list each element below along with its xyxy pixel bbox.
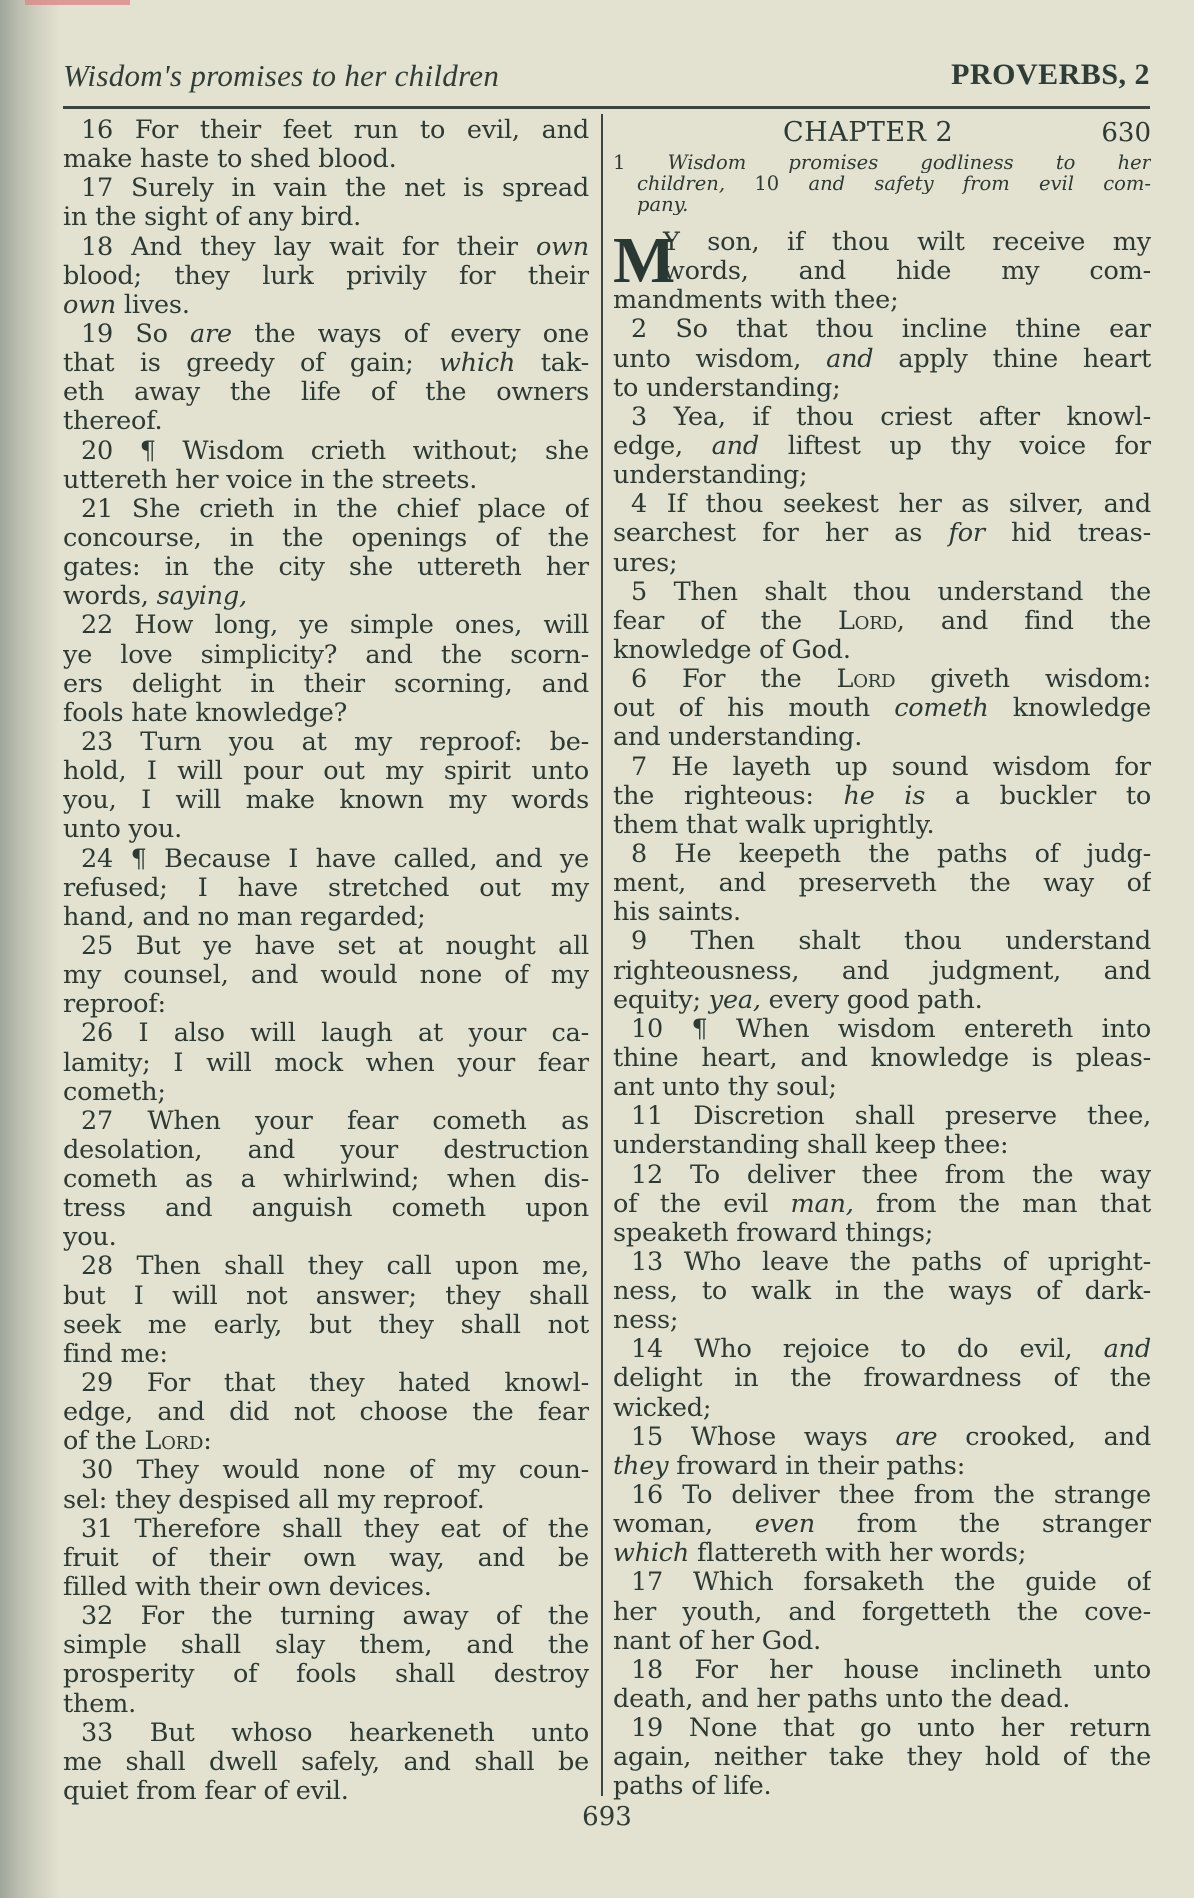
line-text: 24 ¶ Because I have called, and ye — [81, 844, 589, 874]
text-line — [63, 1777, 589, 1806]
text-line: words, and hide my com- — [663, 257, 1151, 287]
text-line — [63, 524, 589, 553]
text-line — [613, 1627, 1151, 1656]
italic-word: own — [535, 232, 589, 262]
text-line — [613, 665, 1151, 694]
text-line: Y son, if thou wilt receive my — [663, 228, 1151, 257]
column-divider — [601, 114, 603, 1796]
line-text: 21 She crieth in the chief place of — [81, 494, 589, 524]
right-column-verses — [613, 286, 1151, 1801]
italic-word: cometh — [894, 694, 989, 724]
line-text: 18 And they lay wait for their — [81, 232, 518, 262]
line-text: 16 To deliver thee from the strange — [631, 1481, 1151, 1511]
italic-word: and — [826, 344, 874, 374]
summary-line — [613, 194, 1151, 215]
text-line — [613, 432, 1151, 461]
italic-word: even — [754, 1510, 815, 1540]
line-text: simple shall slay them, and the — [63, 1631, 589, 1661]
text-line — [63, 466, 589, 495]
line-text: ant unto thy soul; — [613, 1073, 837, 1103]
text-line — [63, 174, 589, 203]
text-line — [613, 345, 1151, 374]
text-line — [63, 320, 589, 349]
text-line — [613, 927, 1151, 956]
line-text: understanding shall keep thee: — [613, 1131, 1009, 1161]
text-line — [613, 315, 1151, 344]
running-head-book-chapter: PROVERBS, 2 — [951, 58, 1150, 91]
line-text: in the sight of any bird. — [63, 203, 362, 233]
text-line — [63, 1136, 589, 1165]
line-text: hand, and no man regarded; — [63, 902, 426, 932]
line-text: 29 For that they hated knowl- — [81, 1369, 589, 1399]
text-line — [63, 1690, 589, 1719]
text-line — [63, 407, 589, 436]
line-text: every good path. — [768, 985, 983, 1015]
line-text: edge, — [613, 431, 683, 461]
text-line — [613, 1131, 1151, 1160]
summary-text: pany. — [637, 194, 689, 215]
text-line — [613, 403, 1151, 432]
text-line — [613, 869, 1151, 898]
line-text: froward in their paths: — [676, 1451, 966, 1481]
italic-word: he is — [843, 781, 926, 811]
line-text: 32 For the turning away of the — [81, 1602, 589, 1632]
text-line — [63, 786, 589, 815]
line-text: his saints. — [613, 898, 741, 928]
line-text: searchest for her as — [613, 519, 923, 549]
chapter-reference-number: 630 — [1101, 118, 1151, 148]
text-line — [63, 961, 589, 990]
line-text: and find the — [940, 606, 1151, 636]
text-line — [613, 1452, 1151, 1481]
text-line — [613, 549, 1151, 578]
line-text: gates: in the city she uttereth her — [63, 553, 589, 583]
text-line — [613, 1394, 1151, 1423]
italic-word: and — [1103, 1335, 1151, 1365]
text-line — [613, 1015, 1151, 1044]
line-text: me shall dwell safely, and shall be — [63, 1747, 589, 1777]
italic-word: and — [711, 431, 759, 461]
text-line — [613, 1598, 1151, 1627]
text-line — [63, 1748, 589, 1777]
line-text: 23 Turn you at my reproof: be- — [81, 727, 589, 757]
text-line — [613, 811, 1151, 840]
line-text: lamity; I will mock when your fear — [63, 1048, 589, 1078]
text-line — [613, 1219, 1151, 1248]
text-line — [613, 957, 1151, 986]
line-text: out of his mouth — [613, 694, 871, 724]
line-text: 8 He keepeth the paths of judg- — [631, 839, 1151, 869]
text-line — [63, 1078, 589, 1107]
text-line — [63, 1223, 589, 1252]
line-text: 9 Then shalt thou understand — [631, 927, 1151, 957]
text-line — [613, 374, 1151, 403]
text-line — [613, 898, 1151, 927]
line-text: liftest up thy voice for — [787, 431, 1151, 461]
line-text: blood; they lurk privily for their — [63, 261, 589, 291]
text-line — [63, 845, 589, 874]
text-line — [63, 874, 589, 903]
italic-word: which — [439, 349, 516, 379]
line-text: of the evil — [613, 1189, 769, 1219]
line-text: 7 He layeth up sound wisdom for — [631, 752, 1151, 782]
text-line — [613, 607, 1151, 636]
line-text: thine heart, and knowledge is pleas- — [613, 1043, 1151, 1073]
text-line — [63, 670, 589, 699]
line-text: cometh as a whirlwind; when dis- — [63, 1165, 589, 1195]
line-text: unto you. — [63, 815, 183, 845]
text-line — [63, 728, 589, 757]
line-text: quiet from fear of evil. — [63, 1777, 349, 1807]
text-line — [63, 1631, 589, 1660]
text-line — [63, 815, 589, 844]
line-text: delight in the frowardness of the — [613, 1364, 1151, 1394]
text-line — [63, 757, 589, 786]
page-number: 693 — [582, 1802, 632, 1832]
summary-verse-number: 10 — [754, 173, 780, 194]
text-line — [613, 753, 1151, 782]
text-line — [613, 519, 1151, 548]
text-line — [613, 1685, 1151, 1714]
line-text: from the stranger — [856, 1510, 1151, 1540]
line-text: again, neither take they hold of the — [613, 1743, 1151, 1773]
line-text: righteousness, and judgment, and — [613, 956, 1151, 986]
text-line — [613, 461, 1151, 490]
text-line — [613, 1423, 1151, 1452]
line-text: find me: — [63, 1339, 168, 1369]
text-line — [63, 1660, 589, 1689]
line-text: 16 For their feet run to evil, and — [81, 116, 589, 145]
text-line — [613, 1161, 1151, 1190]
page-binding-shadow — [0, 0, 60, 1898]
line-text: her youth, and forgetteth the cove- — [613, 1597, 1151, 1627]
line-text: 25 But ye have set at nought all — [81, 931, 589, 961]
summary-line — [613, 173, 1151, 194]
drop-cap: M — [613, 224, 676, 297]
text-line — [613, 578, 1151, 607]
italic-word: are — [190, 319, 232, 349]
line-text: of the — [63, 1427, 137, 1457]
line-text: understanding; — [613, 461, 808, 491]
line-text: to understanding; — [613, 373, 841, 403]
text-line — [63, 291, 589, 320]
line-text: ment, and preserveth the way of — [613, 869, 1151, 899]
right-column — [613, 116, 1151, 1802]
text-line — [63, 349, 589, 378]
text-line — [613, 1364, 1151, 1393]
line-text: mandments with thee; — [613, 286, 899, 316]
line-text: seek me early, but they shall not — [63, 1310, 589, 1340]
line-text: equity; — [613, 985, 701, 1015]
line-text: that is greedy of gain; — [63, 349, 414, 379]
italic-word: saying, — [156, 582, 247, 612]
chapter-summary — [613, 152, 1151, 215]
text-line — [63, 203, 589, 232]
line-text: prosperity of fools shall destroy — [63, 1660, 589, 1690]
line-text: unto wisdom, — [613, 344, 802, 374]
text-line — [613, 840, 1151, 869]
line-text: speaketh froward things; — [613, 1218, 934, 1248]
line-text: 19 So — [81, 319, 168, 349]
italic-word: for — [948, 519, 985, 549]
text-line — [613, 636, 1151, 665]
line-text: 13 Who leave the paths of upright- — [631, 1247, 1151, 1277]
small-caps-word: Lord — [836, 665, 896, 695]
line-text: 28 Then shall they call upon me, — [81, 1252, 589, 1282]
line-text: 27 When your fear cometh as — [81, 1106, 589, 1136]
line-text: concourse, in the openings of the — [63, 523, 589, 553]
line-text: 26 I also will laugh at your ca- — [81, 1019, 589, 1049]
line-text: wicked; — [613, 1393, 712, 1423]
text-line — [63, 1515, 589, 1544]
page-edge-mark — [25, 0, 130, 5]
line-text: fools hate knowledge? — [63, 698, 348, 728]
line-text: and understanding. — [613, 723, 863, 753]
line-text: the righteous: — [613, 781, 814, 811]
chapter-title: CHAPTER 2 — [783, 117, 954, 148]
line-text: them. — [63, 1689, 137, 1719]
text-line — [63, 1427, 589, 1456]
line-text: 22 How long, ye simple ones, will — [81, 611, 589, 641]
text-line — [63, 1252, 589, 1281]
text-line — [63, 1019, 589, 1048]
line-text: refused; I have stretched out my — [63, 873, 589, 903]
text-line — [63, 611, 589, 640]
line-text: fruit of their own way, and be — [63, 1543, 589, 1573]
line-text: reproof: — [63, 990, 166, 1020]
line-text: cometh; — [63, 1077, 166, 1107]
line-text: 15 Whose ways — [631, 1422, 868, 1452]
text-line — [613, 1481, 1151, 1510]
line-text: 14 Who rejoice to do evil, — [631, 1335, 1073, 1365]
text-line — [613, 1539, 1151, 1568]
header-rule — [63, 106, 1150, 109]
line-text: 10 ¶ When wisdom entereth into — [631, 1014, 1151, 1044]
line-text: 6 For the — [631, 665, 802, 695]
summary-line — [613, 152, 1151, 173]
text-line — [63, 699, 589, 728]
text-line — [613, 490, 1151, 519]
line-text: death, and her paths unto the dead. — [613, 1685, 1071, 1715]
line-text: ye love simplicity? and the scorn- — [63, 640, 589, 670]
text-line — [63, 1340, 589, 1369]
text-line — [613, 1568, 1151, 1597]
line-text: fear of the — [613, 606, 802, 636]
summary-text: and safety from evil com- — [808, 173, 1151, 194]
text-line — [613, 1743, 1151, 1772]
text-line — [613, 1335, 1151, 1364]
line-text: filled with their own devices. — [63, 1573, 432, 1603]
line-text: tress and anguish cometh upon — [63, 1194, 589, 1224]
line-text: 11 Discretion shall preserve thee, — [631, 1102, 1151, 1132]
line-text: words, — [63, 582, 149, 612]
text-line — [63, 116, 589, 145]
text-line — [63, 641, 589, 670]
line-text: 4 If thou seekest her as silver, and — [631, 490, 1151, 520]
text-line — [63, 1282, 589, 1311]
text-line — [63, 903, 589, 932]
text-line — [613, 723, 1151, 752]
line-text: ers delight in their scorning, and — [63, 669, 589, 699]
line-text: 3 Yea, if thou criest after knowl- — [631, 402, 1151, 432]
text-line — [63, 1311, 589, 1340]
text-line — [613, 1102, 1151, 1131]
text-line — [613, 1073, 1151, 1102]
line-text: 5 Then shalt thou understand the — [631, 577, 1151, 607]
text-line — [63, 495, 589, 524]
line-text: woman, — [613, 1510, 713, 1540]
line-text: 30 They would none of my coun- — [81, 1456, 589, 1486]
text-line — [63, 1369, 589, 1398]
line-text: you, I will make known my words — [63, 786, 589, 816]
line-text: but I will not answer; they shall — [63, 1281, 589, 1311]
line-text: a buckler to — [954, 781, 1151, 811]
line-text: thereof. — [63, 407, 163, 437]
running-head — [63, 58, 1150, 102]
text-line — [613, 1248, 1151, 1277]
line-text: 2 So that thou incline thine ear — [631, 315, 1151, 345]
summary-text: children, — [637, 173, 726, 194]
line-text: 20 ¶ Wisdom crieth without; she — [81, 436, 589, 466]
text-line — [63, 233, 589, 262]
line-text: tak- — [540, 349, 589, 379]
text-line — [63, 1107, 589, 1136]
line-text: 17 Which forsaketh the guide of — [631, 1568, 1151, 1598]
text-line — [63, 145, 589, 174]
line-text: crooked, and — [965, 1422, 1151, 1452]
text-line — [613, 1306, 1151, 1335]
line-text: giveth wisdom: — [930, 665, 1151, 695]
line-text: my counsel, and would none of my — [63, 961, 589, 991]
line-text: desolation, and your destruction — [63, 1135, 589, 1165]
chapter-heading — [613, 116, 1151, 150]
text-line — [613, 782, 1151, 811]
line-text: you. — [63, 1223, 117, 1253]
line-text: ures; — [613, 548, 678, 578]
text-line — [63, 1194, 589, 1223]
text-line — [63, 1486, 589, 1515]
text-line — [63, 1398, 589, 1427]
text-line — [613, 1772, 1151, 1801]
italic-word: man, — [790, 1189, 854, 1219]
line-text: 19 None that go unto her return — [631, 1714, 1151, 1744]
line-text: ness, to walk in the ways of dark- — [613, 1277, 1151, 1307]
italic-word: are — [895, 1422, 938, 1452]
line-text: the ways of every one — [254, 319, 589, 349]
line-text: paths of life. — [613, 1772, 772, 1802]
summary-verse-number: 1 — [613, 152, 626, 173]
text-line — [63, 1719, 589, 1748]
small-caps-word: Lord, — [837, 606, 905, 636]
text-line — [613, 1510, 1151, 1539]
line-text: from the man that — [876, 1189, 1151, 1219]
line-text: nant of her God. — [613, 1626, 822, 1656]
text-line — [613, 1044, 1151, 1073]
text-line — [63, 553, 589, 582]
text-line — [613, 986, 1151, 1015]
italic-word: which — [613, 1539, 690, 1569]
line-text: flattereth with her words; — [697, 1539, 1027, 1569]
line-text: 12 To deliver thee from the way — [631, 1160, 1151, 1190]
text-line — [63, 582, 589, 611]
line-text: uttereth her voice in the streets. — [63, 465, 478, 495]
line-text: 17 Surely in vain the net is spread — [81, 174, 589, 204]
line-text: 18 For her house inclineth unto — [631, 1655, 1151, 1685]
text-line — [63, 932, 589, 961]
summary-text: Wisdom promises godliness to her — [667, 152, 1151, 173]
line-text: hid treas- — [1011, 519, 1151, 549]
line-text: lives. — [123, 290, 190, 320]
text-line — [63, 1456, 589, 1485]
text-line — [613, 1277, 1151, 1306]
text-line — [63, 1544, 589, 1573]
text-line — [613, 1656, 1151, 1685]
line-text: 31 Therefore shall they eat of the — [81, 1514, 589, 1544]
line-text: make haste to shed blood. — [63, 145, 397, 175]
line-text: sel: they despised all my reproof. — [63, 1485, 485, 1515]
left-column — [63, 116, 589, 1806]
line-text: them that walk uprightly. — [613, 810, 935, 840]
chapter-opening — [613, 224, 1151, 297]
line-text: edge, and did not choose the fear — [63, 1398, 589, 1428]
text-line — [63, 262, 589, 291]
line-text: ness; — [613, 1306, 679, 1336]
text-line — [63, 1049, 589, 1078]
text-line — [613, 1714, 1151, 1743]
text-line — [63, 990, 589, 1019]
small-caps-word: Lord: — [144, 1427, 212, 1457]
text-line — [63, 1165, 589, 1194]
text-line — [63, 1602, 589, 1631]
text-line — [613, 694, 1151, 723]
line-text: apply thine heart — [898, 344, 1151, 374]
line-text: eth away the life of the owners — [63, 378, 589, 408]
italic-word: they — [613, 1451, 669, 1481]
text-line — [63, 378, 589, 407]
line-text: knowledge of God. — [613, 635, 851, 665]
line-text: 33 But whoso hearkeneth unto — [81, 1718, 589, 1748]
text-line — [63, 1573, 589, 1602]
italic-word: own — [63, 290, 117, 320]
text-line — [613, 286, 1151, 315]
line-text: hold, I will pour out my spirit unto — [63, 757, 589, 787]
running-head-title: Wisdom's promises to her children — [63, 58, 500, 93]
italic-word: yea, — [708, 985, 761, 1015]
text-line — [63, 437, 589, 466]
line-text: knowledge — [1012, 694, 1151, 724]
text-line — [613, 1190, 1151, 1219]
